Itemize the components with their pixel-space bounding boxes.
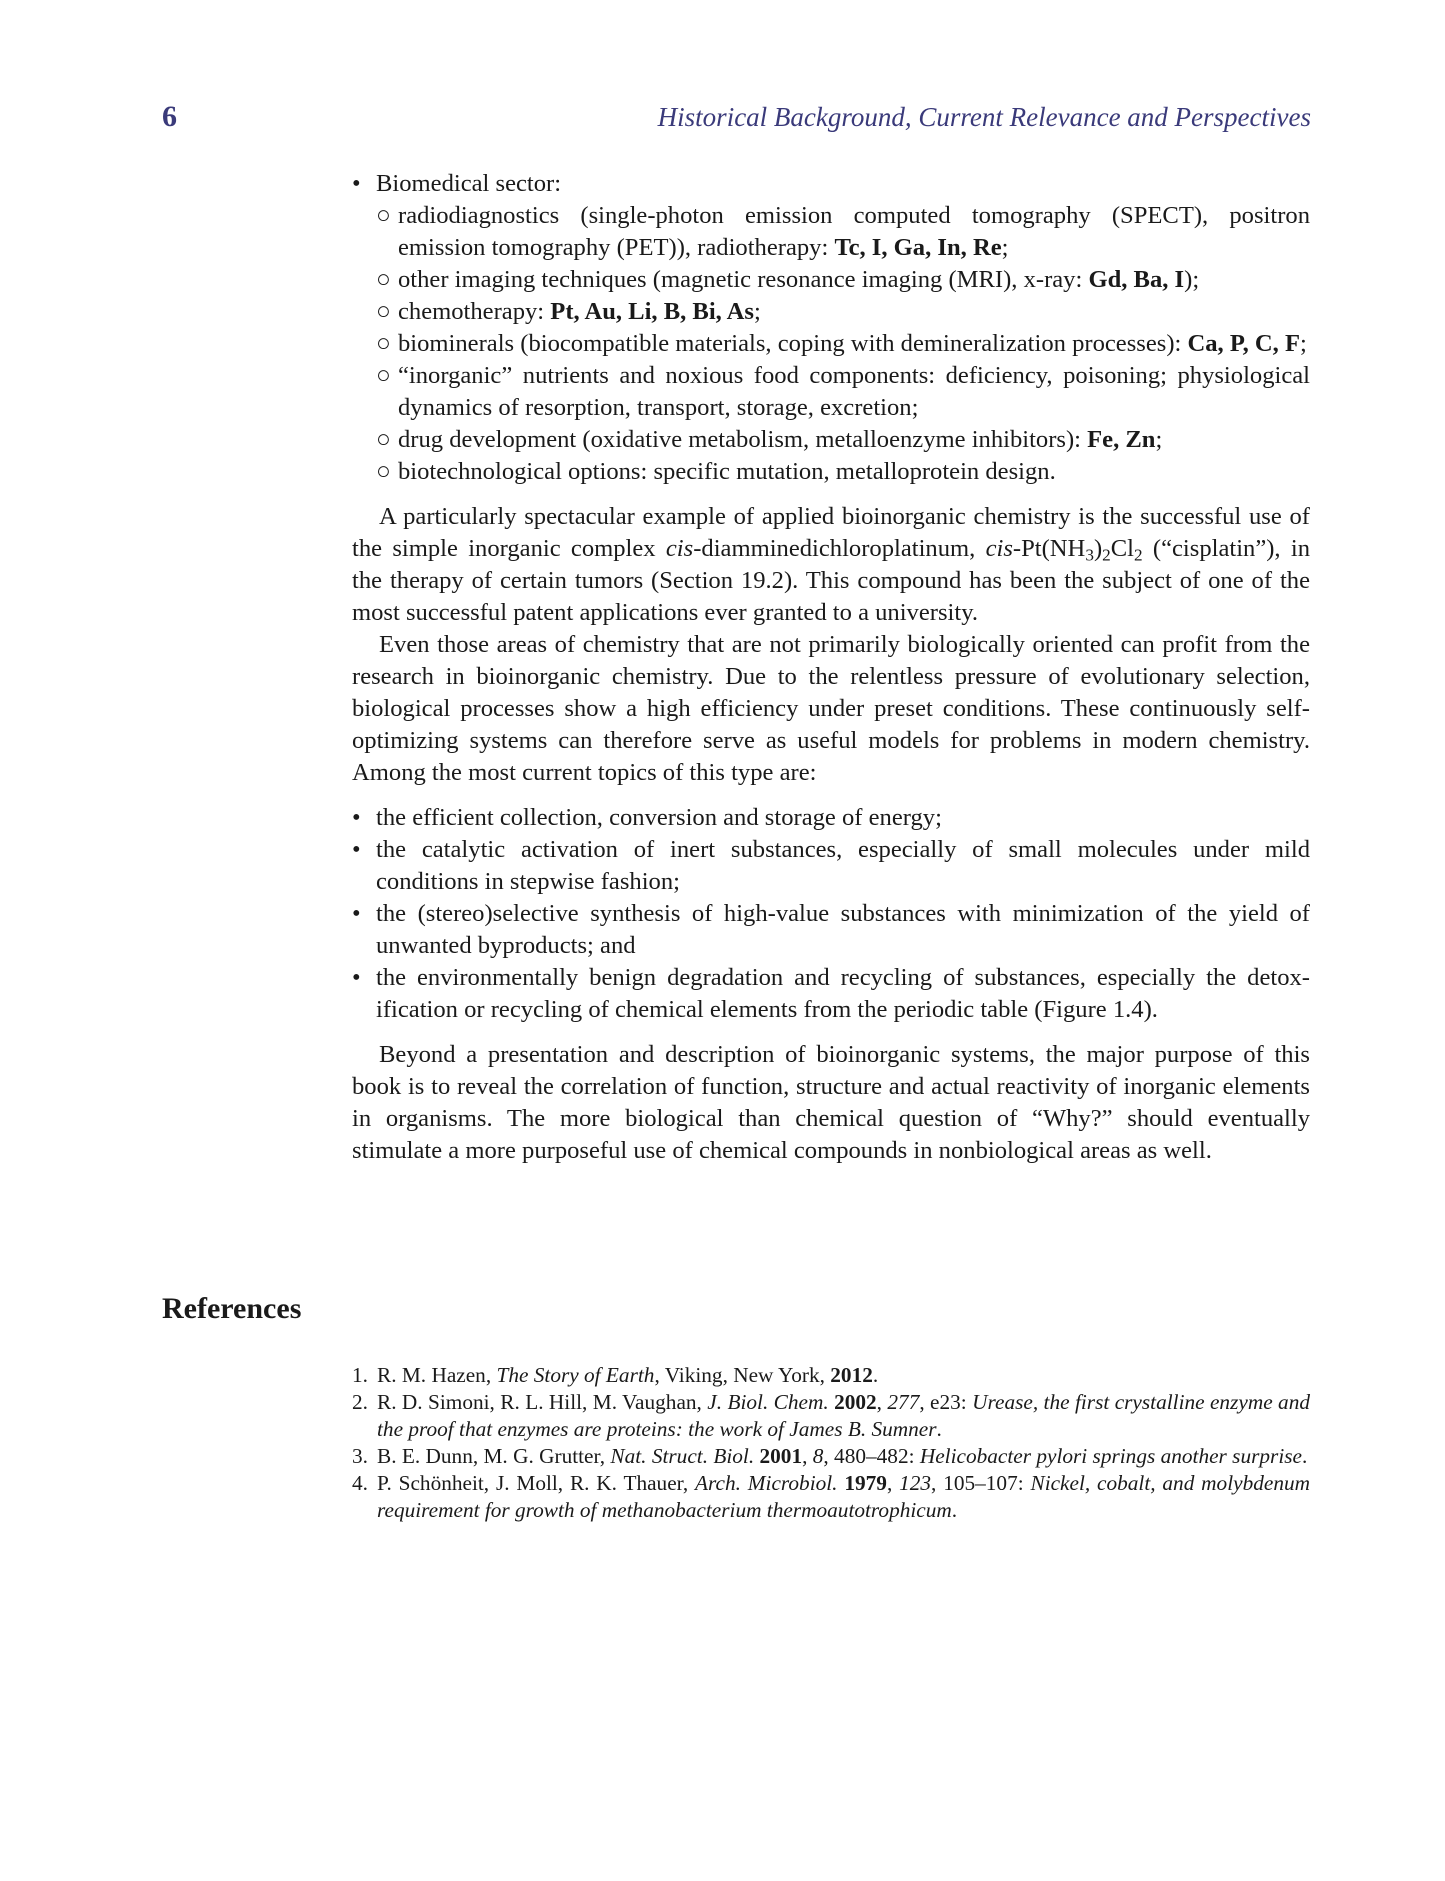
ref-title: Nickel, cobalt, and molybdenum requirement for growth of methanobacterium thermoautotrophicum — [377, 1471, 1310, 1522]
subscript: 2 — [1134, 545, 1143, 565]
subscript: 2 — [1102, 545, 1111, 565]
ref-end: . — [872, 1363, 879, 1387]
item-text: the catalytic activation of inert substances, especially of small molecules under mild conditions in stepwise fashion; — [376, 836, 1310, 895]
reference-list — [352, 1362, 1310, 1524]
bullet-dot-icon: • — [352, 170, 361, 197]
reference-item — [352, 1389, 1310, 1443]
item-tail: ; — [1001, 234, 1009, 261]
item-text: chemotherapy: — [398, 298, 551, 325]
biomedical-list — [352, 168, 1310, 488]
text-run: (“cisplatin”), in the therapy of certain tumors (Section 19.2). This compound has been the subject of one of the most successful patent applications ever granted to a university. — [352, 535, 1310, 626]
ref-volume: 277 — [887, 1390, 920, 1414]
list-item — [376, 328, 1310, 360]
ref-pages: , 105–107: — [931, 1471, 1031, 1495]
ref-sep: , — [876, 1390, 888, 1414]
element-symbols: Pt, Au, Li, B, Bi, As — [550, 298, 754, 325]
item-text: other imaging techniques (magnetic resonance imaging (MRI), x-ray: — [398, 266, 1089, 293]
ref-end: . — [936, 1417, 942, 1441]
ref-sep: , — [802, 1444, 813, 1468]
biomedical-sublist — [376, 200, 1310, 488]
paragraph-chemistry: Even those areas of chemistry that are not primarily biologically oriented can profit from the research in bioinorganic chemistry. Due to the relentless pressure of evolutionary selection, biological processes show a high efficiency under preset conditions. These continuously self-optimizing systems can therefore serve as useful models for problems in modern chemistry. Among the most current topics of this type are: — [352, 631, 1310, 786]
element-symbols: Ca, P, C, F — [1187, 330, 1300, 357]
body-text — [352, 168, 1310, 1167]
ref-year: 2001 — [759, 1444, 803, 1468]
references-heading: References — [162, 1292, 302, 1325]
reference-item — [352, 1362, 1310, 1389]
list-item — [376, 264, 1310, 296]
text-run: ) — [1093, 535, 1103, 562]
italic-run: cis — [985, 535, 1013, 562]
text-run: -Pt(NH — [1012, 535, 1086, 562]
element-symbols: Fe, Zn — [1087, 426, 1156, 453]
list-item — [376, 456, 1310, 488]
ref-volume: 8 — [812, 1444, 824, 1468]
ref-year: 2002 — [834, 1390, 877, 1414]
item-text: radiodiagnostics (single-photon emission computed tomography (SPECT), positron emission tomography (PET)), radiotherapy: — [398, 202, 1310, 261]
reference-number: 1. — [352, 1363, 368, 1387]
ref-title: Urease, the first crystalline enzyme and the proof that enzymes are proteins: the work of James B. Sumner — [377, 1390, 1310, 1441]
bullet-circle-icon: ○ — [376, 458, 391, 485]
ref-year: 2012 — [830, 1363, 873, 1387]
element-symbols: Tc, I, Ga, In, Re — [834, 234, 1002, 261]
list-item — [376, 424, 1310, 456]
list-item — [376, 296, 1310, 328]
ref-volume: 123 — [899, 1471, 932, 1495]
ref-authors: R. M. Hazen, — [377, 1363, 497, 1387]
ref-end: . — [951, 1498, 958, 1522]
reference-number: 2. — [352, 1390, 368, 1414]
text-run: -diamminedichloroplatinum, — [693, 535, 986, 562]
ref-journal: Nat. Struct. Biol. — [610, 1444, 755, 1468]
bullet-circle-icon: ○ — [376, 426, 391, 453]
reference-number: 3. — [352, 1444, 368, 1468]
reference-number: 4. — [352, 1471, 368, 1495]
ref-journal: J. Biol. Chem. — [707, 1390, 829, 1414]
bullet-circle-icon: ○ — [376, 330, 391, 357]
list-item — [376, 360, 1310, 424]
ref-sep: , — [886, 1471, 900, 1495]
running-head — [162, 100, 1311, 134]
bullet-circle-icon: ○ — [376, 266, 391, 293]
text-run: A particularly spectacular example of applied bioinorganic chemistry is the successful use of the simple inorganic complex — [352, 503, 1310, 562]
subscript: 3 — [1085, 545, 1094, 565]
item-text: biominerals (biocompatible materials, coping with demineralization processes): — [398, 330, 1188, 357]
ref-publisher: , Viking, New York, — [654, 1363, 831, 1387]
ref-title: Helicobacter pylori springs another surprise — [919, 1444, 1302, 1468]
item-text: drug development (oxidative metabolism, metalloenzyme inhibitors): — [398, 426, 1088, 453]
ref-pages: , e23: — [919, 1390, 973, 1414]
item-text: the efficient collection, conversion and storage of energy; — [376, 804, 942, 831]
bullet-dot-icon: • — [352, 804, 361, 831]
italic-run: cis — [665, 535, 694, 562]
item-tail: ; — [753, 298, 761, 325]
biomedical-title: Biomedical sector: — [376, 170, 562, 197]
item-text: biotechnological options: specific mutation, metalloprotein design. — [398, 458, 1056, 485]
ref-year: 1979 — [844, 1471, 887, 1495]
list-item — [352, 834, 1310, 898]
running-title: Historical Background, Current Relevance and Perspectives — [657, 102, 1311, 132]
bullet-dot-icon: • — [352, 964, 361, 991]
bullet-circle-icon: ○ — [376, 202, 391, 229]
ref-authors: R. D. Simoni, R. L. Hill, M. Vaughan, — [377, 1390, 708, 1414]
paragraph-purpose: Beyond a presentation and description of bioinorganic systems, the major purpose of this book is to reveal the correlation of function, structure and actual reactivity of inorganic elements in organisms. The more biological than chemical question of “Why?” should eventually stimulate a more purposeful use of chemical compounds in nonbiological areas as well. — [352, 1041, 1310, 1164]
reference-item — [352, 1470, 1310, 1524]
topics-list — [352, 802, 1310, 1026]
bullet-circle-icon: ○ — [376, 362, 391, 389]
ref-journal: Arch. Microbiol. — [695, 1471, 838, 1495]
ref-authors: P. Schönheit, J. Moll, R. K. Thauer, — [377, 1471, 696, 1495]
reference-item — [352, 1443, 1310, 1470]
list-item — [352, 168, 1310, 488]
item-tail: ; — [1155, 426, 1163, 453]
item-text: the (stereo)selective synthesis of high-value substances with minimization of the yield of unwanted byproducts; and — [376, 900, 1310, 959]
item-text: “inorganic” nutrients and noxious food components: deficiency, poisoning; physiological dynamics of resorption, transport, storage, excretion; — [398, 362, 1310, 421]
item-tail: ; — [1300, 330, 1307, 357]
paragraph-cisplatin — [352, 501, 1310, 629]
ref-book-title: The Story of Earth — [496, 1363, 655, 1387]
list-item — [376, 200, 1310, 264]
page-number: 6 — [162, 100, 177, 133]
bullet-dot-icon: • — [352, 836, 361, 863]
bullet-dot-icon: • — [352, 900, 361, 927]
ref-authors: B. E. Dunn, M. G. Grutter, — [377, 1444, 611, 1468]
list-item — [352, 898, 1310, 962]
ref-pages: , 480–482: — [823, 1444, 920, 1468]
item-text: the environmentally benign degradation and recycling of substances, especially the detoxification or recycling of chemical elements from the periodic table (Figure 1.4). — [376, 964, 1310, 1023]
text-run: Cl — [1110, 535, 1134, 562]
element-symbols: Gd, Ba, I — [1088, 266, 1185, 293]
list-item — [352, 962, 1310, 1026]
list-item — [352, 802, 1310, 834]
ref-end: . — [1301, 1444, 1308, 1468]
bullet-circle-icon: ○ — [376, 298, 391, 325]
item-tail: ); — [1184, 266, 1200, 293]
